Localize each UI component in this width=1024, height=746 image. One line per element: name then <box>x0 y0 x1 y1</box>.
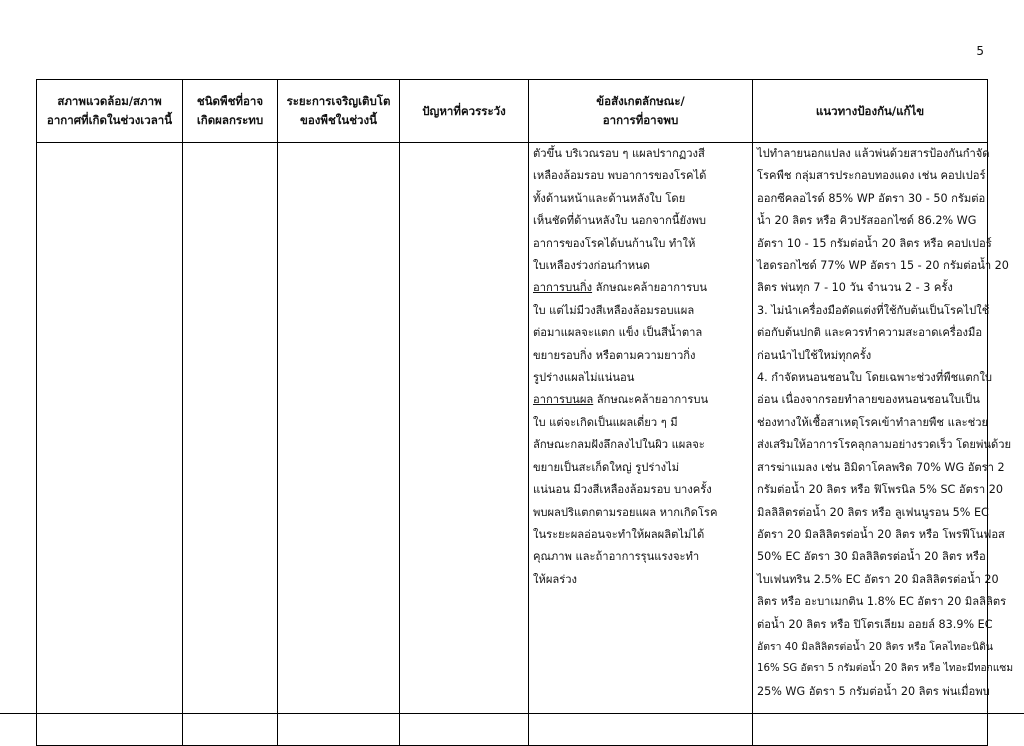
text-line: ช่องทางให้เชื้อสาเหตุโรคเข้าทำลายพืช และช่วย <box>757 415 989 429</box>
header-plant-type-text: ชนิดพืชที่อาจ เกิดผลกระทบ <box>196 94 264 127</box>
text-line: อ่อน เนื่องจากรอยทำลายของหนอนชอนใบเป็น <box>757 393 980 407</box>
heading-fruit-symptoms: อาการบนผล <box>533 393 594 407</box>
text-line: ลิตร พ่นทุก 7 - 10 วัน จำนวน 2 - 3 ครั้ง <box>757 281 953 295</box>
header-prevention-text: แนวทางป้องกัน/แก้ไข <box>815 103 925 118</box>
text-line <box>533 277 748 299</box>
text-line: ลักษณะกลมฝังลึกลงไปในผิว แผลจะ <box>533 438 705 452</box>
text-line: มิลลิลิตรต่อน้ำ 20 ลิตร หรือ ลูเฟนนูรอน 5% EC <box>757 505 989 519</box>
pest-management-table <box>36 79 1014 746</box>
text-line: 25% WG อัตรา 5 กรัมต่อน้ำ 20 ลิตร พ่นเมื่อพบ <box>757 684 990 698</box>
header-environment-text: สภาพแวดล้อม/สภาพ อากาศที่เกิดในช่วงเวลานี้ <box>46 94 173 127</box>
text-line: อัตรา 10 - 15 กรัมต่อน้ำ 20 ลิตร หรือ คอปเปอร์ <box>757 236 992 250</box>
symptoms-text <box>529 143 752 591</box>
cell-plant-type <box>183 143 278 746</box>
text-line: กรัมต่อน้ำ 20 ลิตร หรือ ฟิโพรนิล 5% SC อัตรา 20 <box>757 483 1003 497</box>
header-growth-stage-text: ระยะการเจริญเติบโต ของพืชในช่วงนี้ <box>286 94 391 127</box>
text-line: ไฮดรอกไซด์ 77% WP อัตรา 15 - 20 กรัมต่อน้ำ 20 <box>757 259 1009 273</box>
text-line: ใบ แต่ไม่มีวงสีเหลืองล้อมรอบแผล <box>533 303 695 317</box>
text-line: ออกซีคลอไรด์ 85% WP อัตรา 30 - 50 กรัมต่อ <box>757 191 986 205</box>
text-line: ขยายเป็นสะเก็ดใหญ่ รูปร่างไม่ <box>533 460 680 474</box>
text-line: ขยายรอบกิ่ง หรือตามความยาวกิ่ง <box>533 348 696 362</box>
header-symptoms <box>529 80 753 143</box>
text-line: ต่อน้ำ 20 ลิตร หรือ ปิโตรเลียม ออยล์ 83.9% EC <box>757 617 993 631</box>
text-line: อัตรา 20 มิลลิลิตรต่อน้ำ 20 ลิตร หรือ โพรฟีโนฟอส <box>757 527 1005 541</box>
text-line: น้ำ 20 ลิตร หรือ คิวปรัสออกไซด์ 86.2% WG <box>757 214 977 228</box>
header-environment <box>37 80 183 143</box>
text-line: ต่อกับต้นปกติ และควรทำความสะอาดเครื่องมือ <box>757 326 983 340</box>
text-line: คุณภาพ และถ้าอาการรุนแรงจะทำ <box>533 550 700 564</box>
text-fragment: ลักษณะคล้ายอาการบน <box>592 281 708 295</box>
heading-branch-symptoms: อาการบนกิ่ง <box>533 281 593 295</box>
text-line: โรคพืช กลุ่มสารประกอบทองแดง เช่น คอปเปอร์ <box>757 169 986 183</box>
text-line: ให้ผลร่วง <box>533 572 578 586</box>
header-problems-text: ปัญหาที่ควรระวัง <box>422 103 506 118</box>
header-growth-stage <box>278 80 400 143</box>
text-line: 3. ไม่นำเครื่องมือตัดแต่งที่ใช้กับต้นเป็นโรคไปใช้ <box>757 303 990 317</box>
text-line: เห็นชัดที่ด้านหลังใบ นอกจากนี้ยังพบ <box>533 214 706 228</box>
text-line: ลิตร หรือ อะบาเมกติน 1.8% EC อัตรา 20 มิลลิลิตร <box>757 595 1007 609</box>
text-line: ตัวขึ้น บริเวณรอบ ๆ แผลปรากฏวงสี <box>533 147 705 160</box>
text-line: 4. กำจัดหนอนชอนใบ โดยเฉพาะช่วงที่พืชแตกใบ <box>757 371 993 385</box>
text-line: ไปทำลายนอกแปลง แล้วพ่นด้วยสารป้องกันกำจัด <box>757 147 990 160</box>
header-symptoms-text: ข้อสังเกตลักษณะ/ อาการที่อาจพบ <box>596 94 685 127</box>
page-bottom-rule <box>0 713 1024 714</box>
text-line: อัตรา 40 มิลลิลิตรต่อน้ำ 20 ลิตร หรือ โคลไทอะนิดิน <box>757 640 993 653</box>
text-line: ใบ แต่จะเกิดเป็นแผลเดี่ยว ๆ มี <box>533 415 678 429</box>
text-line: ไบเฟนทริน 2.5% EC อัตรา 20 มิลลิลิตรต่อน้ำ 20 <box>757 572 999 586</box>
text-line: ก่อนนำไปใช้ใหม่ทุกครั้ง <box>757 348 872 362</box>
cell-growth-stage <box>278 143 400 746</box>
text-line: 50% EC อัตรา 30 มิลลิลิตรต่อน้ำ 20 ลิตร หรือ <box>757 550 986 564</box>
text-line: ใบเหลืองร่วงก่อนกำหนด <box>533 259 651 273</box>
text-line: ทั้งด้านหน้าและด้านหลังใบ โดย <box>533 191 686 205</box>
text-line: แน่นอน มีวงสีเหลืองล้อมรอบ บางครั้ง <box>533 483 712 497</box>
text-line <box>533 389 748 411</box>
cell-prevention <box>753 143 1014 746</box>
text-line: ส่งเสริมให้อาการโรคลุกลามอย่างรวดเร็ว โดยพ่นด้วย <box>757 438 1012 452</box>
text-line: ต่อมาแผลจะแตก แข็ง เป็นสีน้ำตาล <box>533 326 703 340</box>
cell-environment <box>37 143 183 746</box>
text-line: ในระยะผลอ่อนจะทำให้ผลผลิตไม่ได้ <box>533 527 705 541</box>
header-plant-type <box>183 80 278 143</box>
table-row <box>37 143 988 746</box>
text-line: สารฆ่าแมลง เช่น อิมิดาโคลพริด 70% WG อัตรา 2 <box>757 460 1005 474</box>
header-prevention <box>753 80 988 143</box>
header-problems <box>400 80 529 143</box>
prevention-text <box>753 143 1014 703</box>
table-header-row <box>37 80 988 143</box>
text-line: อาการของโรคได้บนก้านใบ ทำให้ <box>533 236 696 250</box>
cell-symptoms <box>529 143 753 746</box>
text-fragment: ลักษณะคล้ายอาการบน <box>593 393 709 407</box>
page-number: 5 <box>976 44 984 58</box>
text-line: พบผลปริแตกตามรอยแผล หากเกิดโรค <box>533 505 718 519</box>
text-line: รูปร่างแผลไม่แน่นอน <box>533 371 635 385</box>
text-line: 16% SG อัตรา 5 กรัมต่อน้ำ 20 ลิตร หรือ ไทอะมีทอกแซม <box>757 663 1014 675</box>
cell-problems <box>400 143 529 746</box>
text-line: เหลืองล้อมรอบ พบอาการของโรคได้ <box>533 169 707 183</box>
